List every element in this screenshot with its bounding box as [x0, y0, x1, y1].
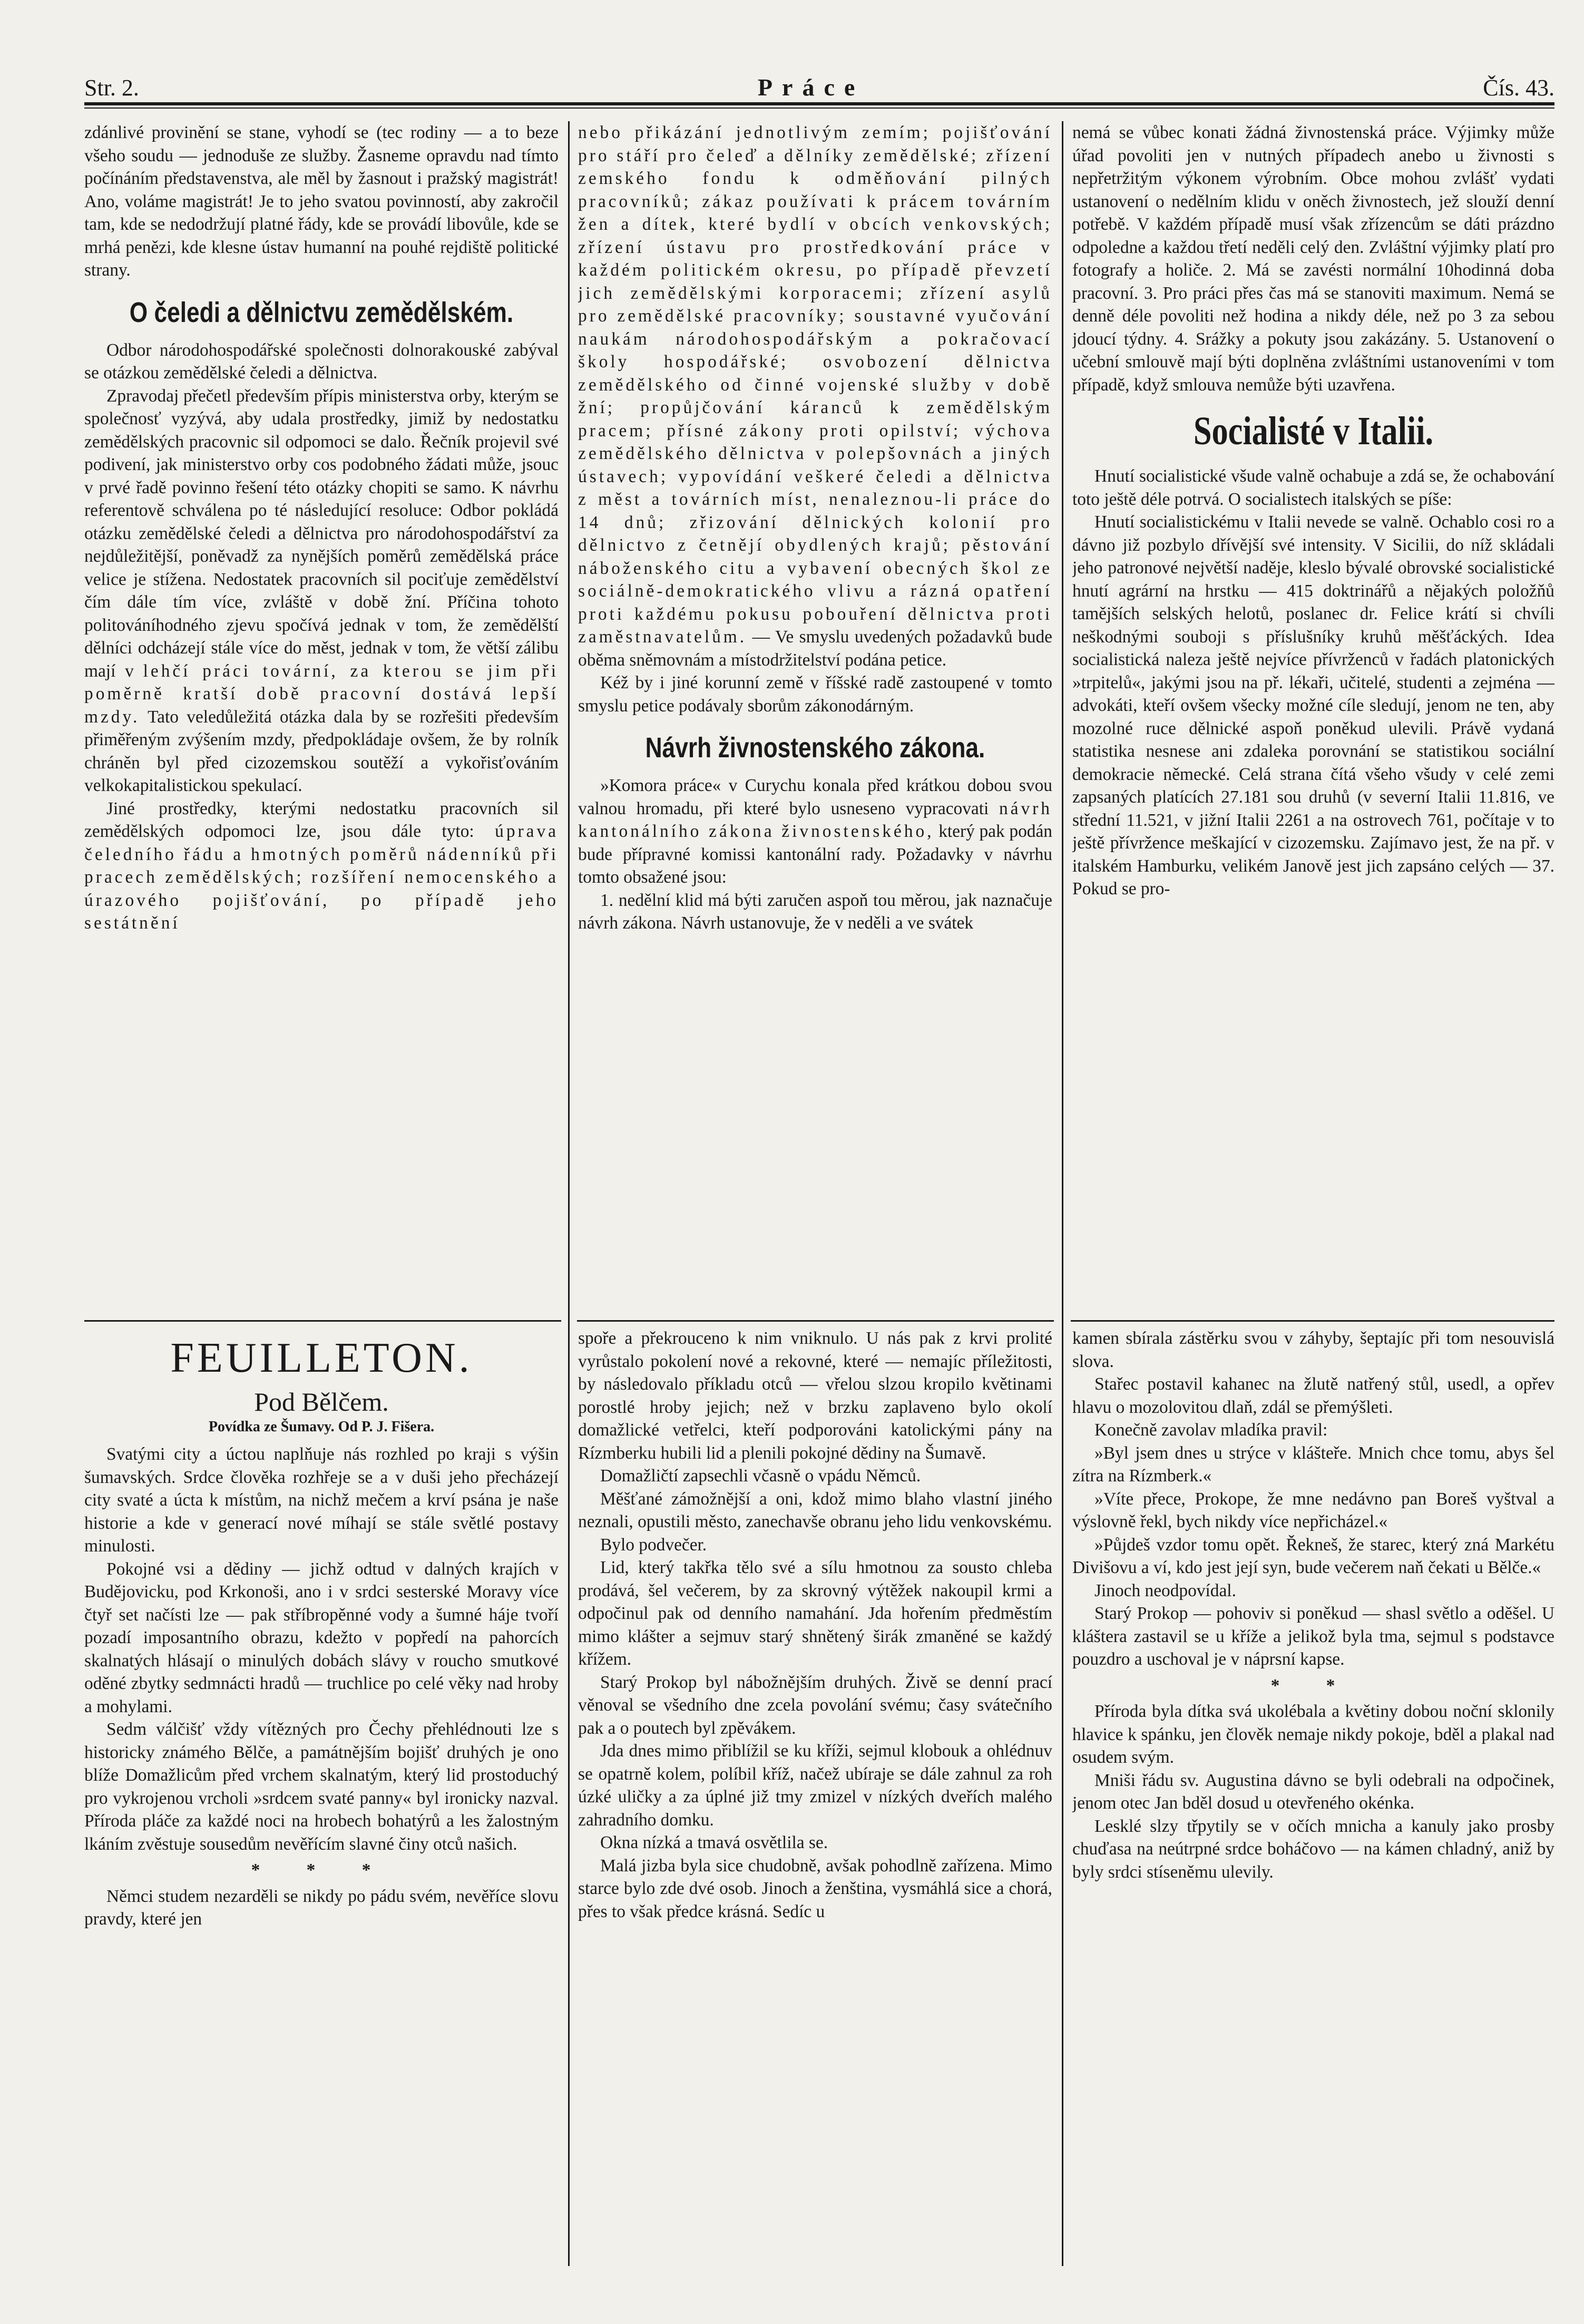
column-divider-1	[568, 121, 570, 2266]
article-paragraph: Jiné prostředky, kterými nedostatku pracovních sil zemědělských odpomoci lze, jsou dále tyto: úprava čeledního řádu a hmotných poměrů nádenníků při pracech zemědělských; rozšíření nemocenského a úrazového pojišťování, po případě jeho sestátnění	[84, 798, 559, 933]
story-paragraph: Malá jizba byla sice chudobně, avšak pohodlně zařízena. Mimo starce bylo zde dvé osob. Jinoch a ženština, vysmáhlá sice a chorá, přes to však předce krásná. Sedíc u	[578, 1856, 1052, 1921]
story-paragraph: Starý Prokop — pohoviv si poněkud — shasl světlo a oděšel. U kláštera zastavil se u kříže a jelikož byla tma, sejmul s podstavce pouzdro a uschoval je v náprsní kapse.	[1072, 1604, 1554, 1669]
story-paragraph: Konečně zavolav mladíka pravil:	[1094, 1420, 1328, 1440]
article-paragraph: Hnutí socialistickému v Italii nevede se valně. Ochablo cosi ro a dávno již pozbylo dřívější své intensity. V Sicilii, do níž skládali jeho patronové největší naděje, kleslo bývalé obrovské socialistické hnutí agrární na hrstku — 415 doktrinářů a nějakých položňů tamějších selských helotů, poslanec dr. Felice krátí si chvíli neškodnými souboji s příslušníky kruhů měšťáckých. Idea socialistická naleza ještě nejvíce přívrženců v řadách platonických »trpitelů«, jakými jsou na př. lékaři, učitelé, studenti a zejména — advokáti, kteří ovšem všecky možné cíle sledují, jenom ne ten, aby mozolné ruce dělnické aspoň poněkud ulevili. Právě vydaná statistika nesnese ani zdaleka porovnání se statistikou sociální demokracie německé. Celá strana čítá všeho všudy v celé zemi zapsaných platících 27.181 sou druhů (v severní Italii 11.816, ve střední 11.521, v jižní Italii 2261 a na ostrovech 761, počítaje v to ještě přívržence meškající v cizozemsku. Zajímavo jest, že na př. v italském Hamburku, velikém Janově jest jich zapsáno celých — 37. Pokud se pro-	[1072, 512, 1554, 899]
issue-number: Čís. 43.	[1483, 75, 1554, 101]
newspaper-title: Práce	[757, 74, 865, 101]
story-paragraph: Lesklé slzy třpytily se v očích mnicha a kanuly jako prosby chuďasa na neútrpné srdce boháčovo — na kámen chladný, aniž by byly srdci stíseněmu ulevily.	[1072, 1816, 1554, 1882]
story-paragraph: Mniši řádu sv. Augustina dávno se byli odebrali na odpočinek, jenom otec Jan bděl dosud u otevřeného okénka.	[1072, 1770, 1554, 1813]
story-paragraph: Měšťané zámožnější a oni, kdož mimo blaho vlastní jiného neznali, opustili město, zanechavše obranu jeho lidu venkovskému.	[578, 1489, 1052, 1531]
newspaper-page	[84, 63, 1554, 2277]
story-paragraph: Příroda byla dítka svá ukolébala a květiny dobou noční sklonily hlavice k spánku, jen člověk nemaje nikdy pokoje, bděl a plakal nad osudem svým.	[1072, 1702, 1554, 1767]
article-paragraph: Zpravodaj přečetl především přípis ministerstva orby, kterým se společnosť vyzývá, aby udala prostředky, jimiž by nedostatku zemědělských pracovnic sil odpomoci se dalo. Řečník projevil své podivení, jak ministerstvo orby cos podobného žádati může, jsouc v prvé řadě povinno řešení této otázky chopiti se samo. K návrhu referentově schválena po té následující resoluce: Odbor pokládá otázku zemědělské čeledi a dělnictva pro národohospodářství za nejdůležitější, poněvadž za nynějších poměrů zemědělská práce velice je stížena. Nedostatek pracovních sil pociťuje zemědělství čím dále tím více, zvláště v době žní. Příčina tohoto politováníhodného zjevu spočívá jednak v tom, že zemědělští dělníci odcházejí stále více do měst, jednak v tom, že větší zálibu mají v lehčí práci tovární, za kterou se jim při poměrně kratší době pracovní dostává lepší mzdy. Tato veledůležitá otázka dala by se rozřešiti především přiměřeným zvýšením mzdy, předpokládaje ovšem, že by rolník chráněn byl před cizozemskou soutěží a vykořisťováním velkokapitalistickou spekulací.	[84, 386, 559, 795]
story-subtitle: Povídka ze Šumavy. Od P. J. Fišera.	[208, 1419, 435, 1435]
column-2-top	[578, 121, 1052, 1317]
story-paragraph: »Víte přece, Prokope, že mne nedávno pan Boreš vyštval a výslovně řekl, bych nikdy více nepřicházel.«	[1072, 1489, 1554, 1531]
header-rule-thin	[84, 108, 1554, 109]
story-paragraph: kamen sbírala zástěrku svou v záhyby, šeptajíc při tom nesouvislá slova.	[1072, 1329, 1554, 1371]
article-heading: Návrh živnostenského zákona.	[645, 732, 985, 764]
story-paragraph: Pokojné vsi a dědiny — jichž odtud v dalných krajích v Budějovicku, pod Krkonoši, ano i v srdci sesterské Moravy více čtyř set načísti lze — pak stříbropěnné vody a šumné háje tvoří pozadí imposantního obrazu, kdežto v popředí na pahorcích skalnatých hlásají o minulých dobách slávy v roucho smutkové oděné zbytky sedmnácti hradů — truchlice po celé věky nad hroby a mohylami.	[84, 1559, 559, 1716]
page-header	[84, 63, 1554, 101]
column-3-top	[1072, 121, 1554, 1317]
story-paragraph: Sedm válčišť vždy vítězných pro Čechy přehlédnouti lze s historicky známého Bělče, a památnějším bojišť druhých je ono blíže Domažlicům před vrchem skalnatým, který lid prostoduchý pro vykrojenou vrcholi »srdcem svaté panny« byl ironicky nazval. Příroda pláče za každé noci na hrobech bohatýrů a les žalostným lkáním zvěstuje sousedům nevěřícím slavné činy otců našich.	[84, 1720, 559, 1854]
column-3-feuilleton	[1072, 1327, 1554, 2270]
story-paragraph: Okna nízká a tmavá osvětlila se.	[600, 1833, 828, 1852]
article-paragraph: nebo přikázání jednotlivým zemím; pojišťování pro stáří pro čeleď a dělníky zemědělské; zřízení zemského fondu k odměňování pilných pracovníků; zákaz používati k prácem továrním žen a dítek, které bydlí v obcích venkovských; zřízení ústavu pro prostředkování práce v každém politickém okresu, po případě převzetí jich zemědělskými korporacemi; zřízení asylů pro zemědělské pracovníky; soustavné vyučování naukám národohospodářským a pokračovací školy hospodářské; osvobození dělnictva zemědělského od činné vojenské služby v době žní; propůjčování káranců k zemědělským pracem; přísné zákony proti opilství; výchova zemědělského dělnictva v polepšovnách a jiných ústavech; vypovídání veškeré čeledi a dělnictva z měst a továrních míst, nenaleznou-li práce do 14 dnů; zřizování dělnických kolonií pro dělnictvo z četnějí obydlených krajů; pěstování náboženského citu a vybavení obecných škol ze sociálně-demokratického vlivu a rázná opatření proti každému pokusu pobouření dělnictva proti zaměstnavatelům. — Ve smyslu uvedených požadavků bude oběma sněmovnám a místodržitelství podána petice.	[578, 123, 1052, 670]
story-paragraph: Starý Prokop byl nábožnějším druhých. Živě se denní prací věnoval se všedního dne zcela povolání svému; časy svátečního pak a o poutech byl zpěvákem.	[578, 1672, 1052, 1738]
feuilleton-rule-1	[84, 1320, 561, 1322]
story-paragraph: spoře a překrouceno k nim vniknulo. U nás pak z krvi prolité vyrůstalo pokolení nové a rekovné, které — nemajíc příležitosti, by následovalo příkladu otců — vřelou slzou kropilo květinami porostlé hroby jejich; než v brzku zaplaveno bylo okolí domažlické vetřelci, kteří podporováni katolickými pány na Rízmberku hubili lid a plenili pokojné dědiny na Šumavě.	[578, 1329, 1052, 1463]
article-paragraph: »Komora práce« v Curychu konala před krátkou dobou svou valnou hromadu, při které bylo usneseno vypracovati návrh kantonálního zákona živnostenského, který pak podán bude přípravné komissi kantonální rady. Požadavky v návrhu tomto obsažené jsou:	[578, 776, 1052, 887]
story-title: Pod Bělčem.	[254, 1387, 389, 1417]
article-paragraph: Kéž by i jiné korunní země v říšské radě zastoupené v tomto smyslu petice podávaly sborům zákonodárným.	[578, 673, 1052, 716]
article-paragraph: zdánlivé provinění se stane, vyhodí se (tec rodiny — a to beze všeho soudu — jednoduše ze služby. Žasneme opravdu nad tímto počínáním představenstva, ale měl by žasnout i pražský magistrát! Ano, voláme magistrát! Je to jeho svatou povinností, aby zakročil tam, kde se nedodržují platné řády, kde se provádí libovůle, kde se mrhá penězi, kde klesne ústav humanní na pouhé rejdiště politické strany.	[84, 123, 559, 280]
story-paragraph: Domažličtí zapsechli včasně o vpádu Němců.	[600, 1466, 921, 1486]
story-paragraph: Bylo podvečer.	[600, 1535, 707, 1555]
story-paragraph: Lid, který takřka tělo své a sílu hmotnou za sousto chleba prodává, šel večerem, by za skrovný výtěžek nakoupil krmi a odpočinul pak od denního namahání. Jda hořením předměstím mimo klášter a sejmuv starý shnětený širák zmaněné se každý křížem.	[578, 1558, 1052, 1669]
article-paragraph: nemá se vůbec konati žádná živnostenská práce. Výjimky může úřad povoliti jen v nutných případech anebo u živnosti s nepřetržitým výkonem výrobním. Obce mohou zvlášť vydati ustanovení o nedělním klidu v oněch živnostech, jež slouží denní potřebě. V každém případě musí však zřízencům se dáti prázdno odpoledne a každou třetí neděli celý den. Zvláštní výjimky platí pro fotografy a holiče. 2. Má se zavésti normální 10hodinná doba pracovní. 3. Pro práci přes čas má se stanoviti maximum. Nemá se denně déle povoliti než hodina a nikdy déle, než po 3 za sebou jdoucí týdny. 4. Srážky a pokuty jsou zakázány. 5. Ustanovení o učební smlouvě mají býti doplněna zvláštními ustanoveními v tom případě, když smlouva nemůže býti uzavřena.	[1072, 123, 1554, 395]
article-paragraph: 1. nedělní klid má býti zaručen aspoň tou měrou, jak naznačuje návrh zákona. Návrh ustanovuje, že v neděli a ve svátek	[578, 890, 1052, 933]
article-paragraph: Odbor národohospodářské společnosti dolnorakouské zabýval se otázkou zemědělské čeledi a dělnictva.	[84, 340, 559, 383]
feuilleton-title: FEUILLETON.	[170, 1335, 473, 1381]
story-paragraph: »Půjdeš vzdor tomu opět. Řekneš, že starec, který zná Markétu Divišovu a ví, kdo jest její syn, bude večerem naň čekati u Bělče.«	[1072, 1535, 1554, 1577]
page-number: Str. 2.	[84, 75, 139, 101]
story-paragraph: Jinoch neodpovídal.	[1094, 1580, 1236, 1600]
section-stars: * *	[1270, 1675, 1356, 1695]
column-divider-2	[1062, 121, 1063, 2266]
story-paragraph: Jda dnes mimo přiblížil se ku kříži, sejmul klobouk a ohlédnuv se opatrně kolem, políbil kříž, načež ubíraje se dále zahnul za roh úzké uličky a za úplné již tmy zmizel v nízkých dveřích malého zahradního domku.	[578, 1741, 1052, 1830]
story-paragraph: Němci studem nezarděli se nikdy po pádu svém, nevěříce slovu pravdy, které jen	[84, 1886, 559, 1929]
header-rule-thick	[84, 102, 1554, 105]
story-paragraph: »Byl jsem dnes u strýce v klášteře. Mnich chce tomu, abys šel zítra na Rízmberk.«	[1072, 1443, 1554, 1486]
column-2-feuilleton	[578, 1327, 1052, 2270]
section-stars: * * *	[251, 1860, 392, 1880]
column-1-feuilleton	[84, 1327, 559, 2270]
story-paragraph: Stařec postavil kahanec na žlutě natřený stůl, usedl, a opřev hlavu o mozolovitou dlaň, zdál se přemýšleti.	[1072, 1374, 1554, 1417]
feuilleton-rule-2	[577, 1320, 1054, 1322]
article-heading: O čeledi a dělnictvu zemědělském.	[129, 296, 514, 328]
feuilleton-rule-3	[1071, 1320, 1554, 1322]
story-paragraph: Svatými city a úctou naplňuje nás rozhled po kraji s výšin šumavských. Srdce člověka rozhřeje se a v duši jeho přecházejí city svaté a úcta k místům, na nichž mečem a krví psána je naše historie a kde v generací nové míhají se stále světlé postavy minulosti.	[84, 1444, 559, 1556]
article-paragraph: Hnutí socialistické všude valně ochabuje a zdá se, že ochabování toto ještě déle potrvá. O socialistech italských se píše:	[1072, 466, 1554, 509]
column-1-top	[84, 121, 559, 1317]
article-heading: Socialisté v Italii.	[1193, 409, 1434, 453]
